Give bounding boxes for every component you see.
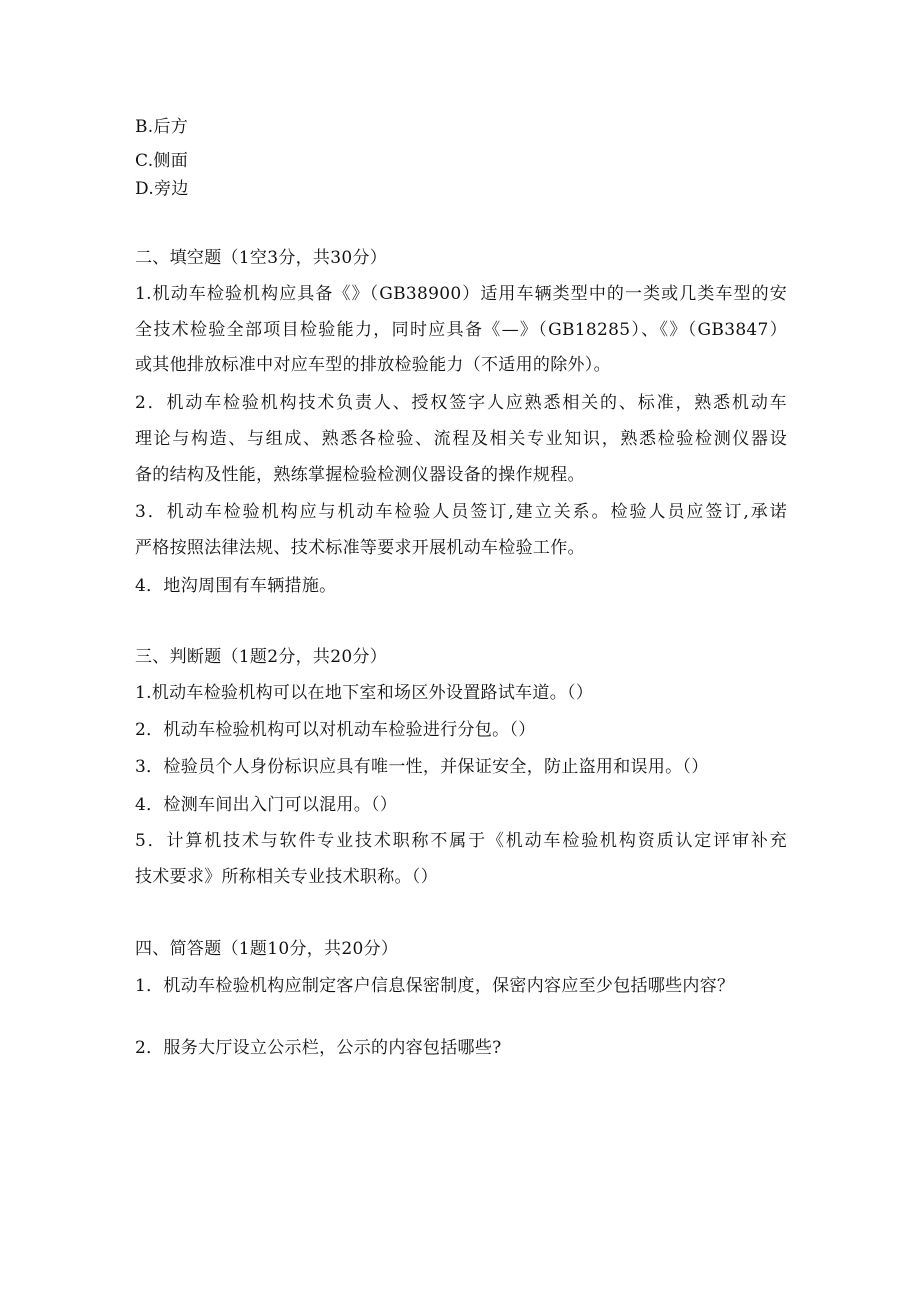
- fill-section-heading: 二、填空题（1空3分，共30分）: [135, 248, 388, 268]
- fill-q3-line2: 严格按照法律法规、技术标准等要求开展机动车检验工作。: [135, 538, 585, 558]
- option-b: B.后方: [135, 117, 189, 137]
- judge-q5-line1: 5．计算机技术与软件专业技术职称不属于《机动车检验机构资质认定评审补充: [135, 831, 787, 851]
- fill-q4: 4．地沟周围有车辆措施。: [135, 576, 337, 596]
- fill-q1-line2: 全技术检验全部项目检验能力，同时应具备《—》（GB18285）、《》（GB3847）: [135, 320, 787, 340]
- option-c: C.侧面: [135, 151, 189, 171]
- option-d: D.旁边: [135, 179, 189, 199]
- judge-q5-line2: 技术要求》所称相关专业技术职称。（）: [135, 867, 438, 887]
- fill-q1-line1: 1.机动车检验机构应具备《》（GB38900）适用车辆类型中的一类或几类车型的安: [135, 284, 787, 304]
- fill-q3-line1: 3．机动车检验机构应与机动车检验人员签订,建立关系。检验人员应签订,承诺: [135, 502, 787, 522]
- judge-section-heading: 三、判断题（1题2分，共20分）: [135, 647, 388, 667]
- fill-q2-line2: 理论与构造、与组成、熟悉各检验、流程及相关专业知识，熟悉检验检测仪器设: [135, 429, 787, 449]
- fill-q2-line3: 备的结构及性能，熟练掌握检验检测仪器设备的操作规程。: [135, 465, 585, 485]
- judge-q4: 4．检测车间出入门可以混用。（）: [135, 795, 398, 815]
- judge-q3: 3．检验员个人身份标识应具有唯一性，并保证安全，防止盗用和误用。（）: [135, 757, 709, 777]
- judge-q2: 2．机动车检验机构可以对机动车检验进行分包。（）: [135, 720, 536, 740]
- judge-q1: 1.机动车检验机构可以在地下室和场区外设置路试车道。（）: [135, 683, 594, 703]
- short-q1: 1．机动车检验机构应制定客户信息保密制度，保密内容应至少包括哪些内容？: [135, 976, 735, 996]
- short-q2: 2．服务大厅设立公示栏，公示的内容包括哪些?: [135, 1038, 502, 1058]
- short-section-heading: 四、简答题（1题10分，共20分）: [135, 939, 399, 959]
- fill-q1-line3: 或其他排放标准中对应车型的排放检验能力（不适用的除外）。: [135, 355, 611, 375]
- fill-q2-line1: 2．机动车检验机构技术负责人、授权签字人应熟悉相关的、标准，熟悉机动车: [135, 393, 787, 413]
